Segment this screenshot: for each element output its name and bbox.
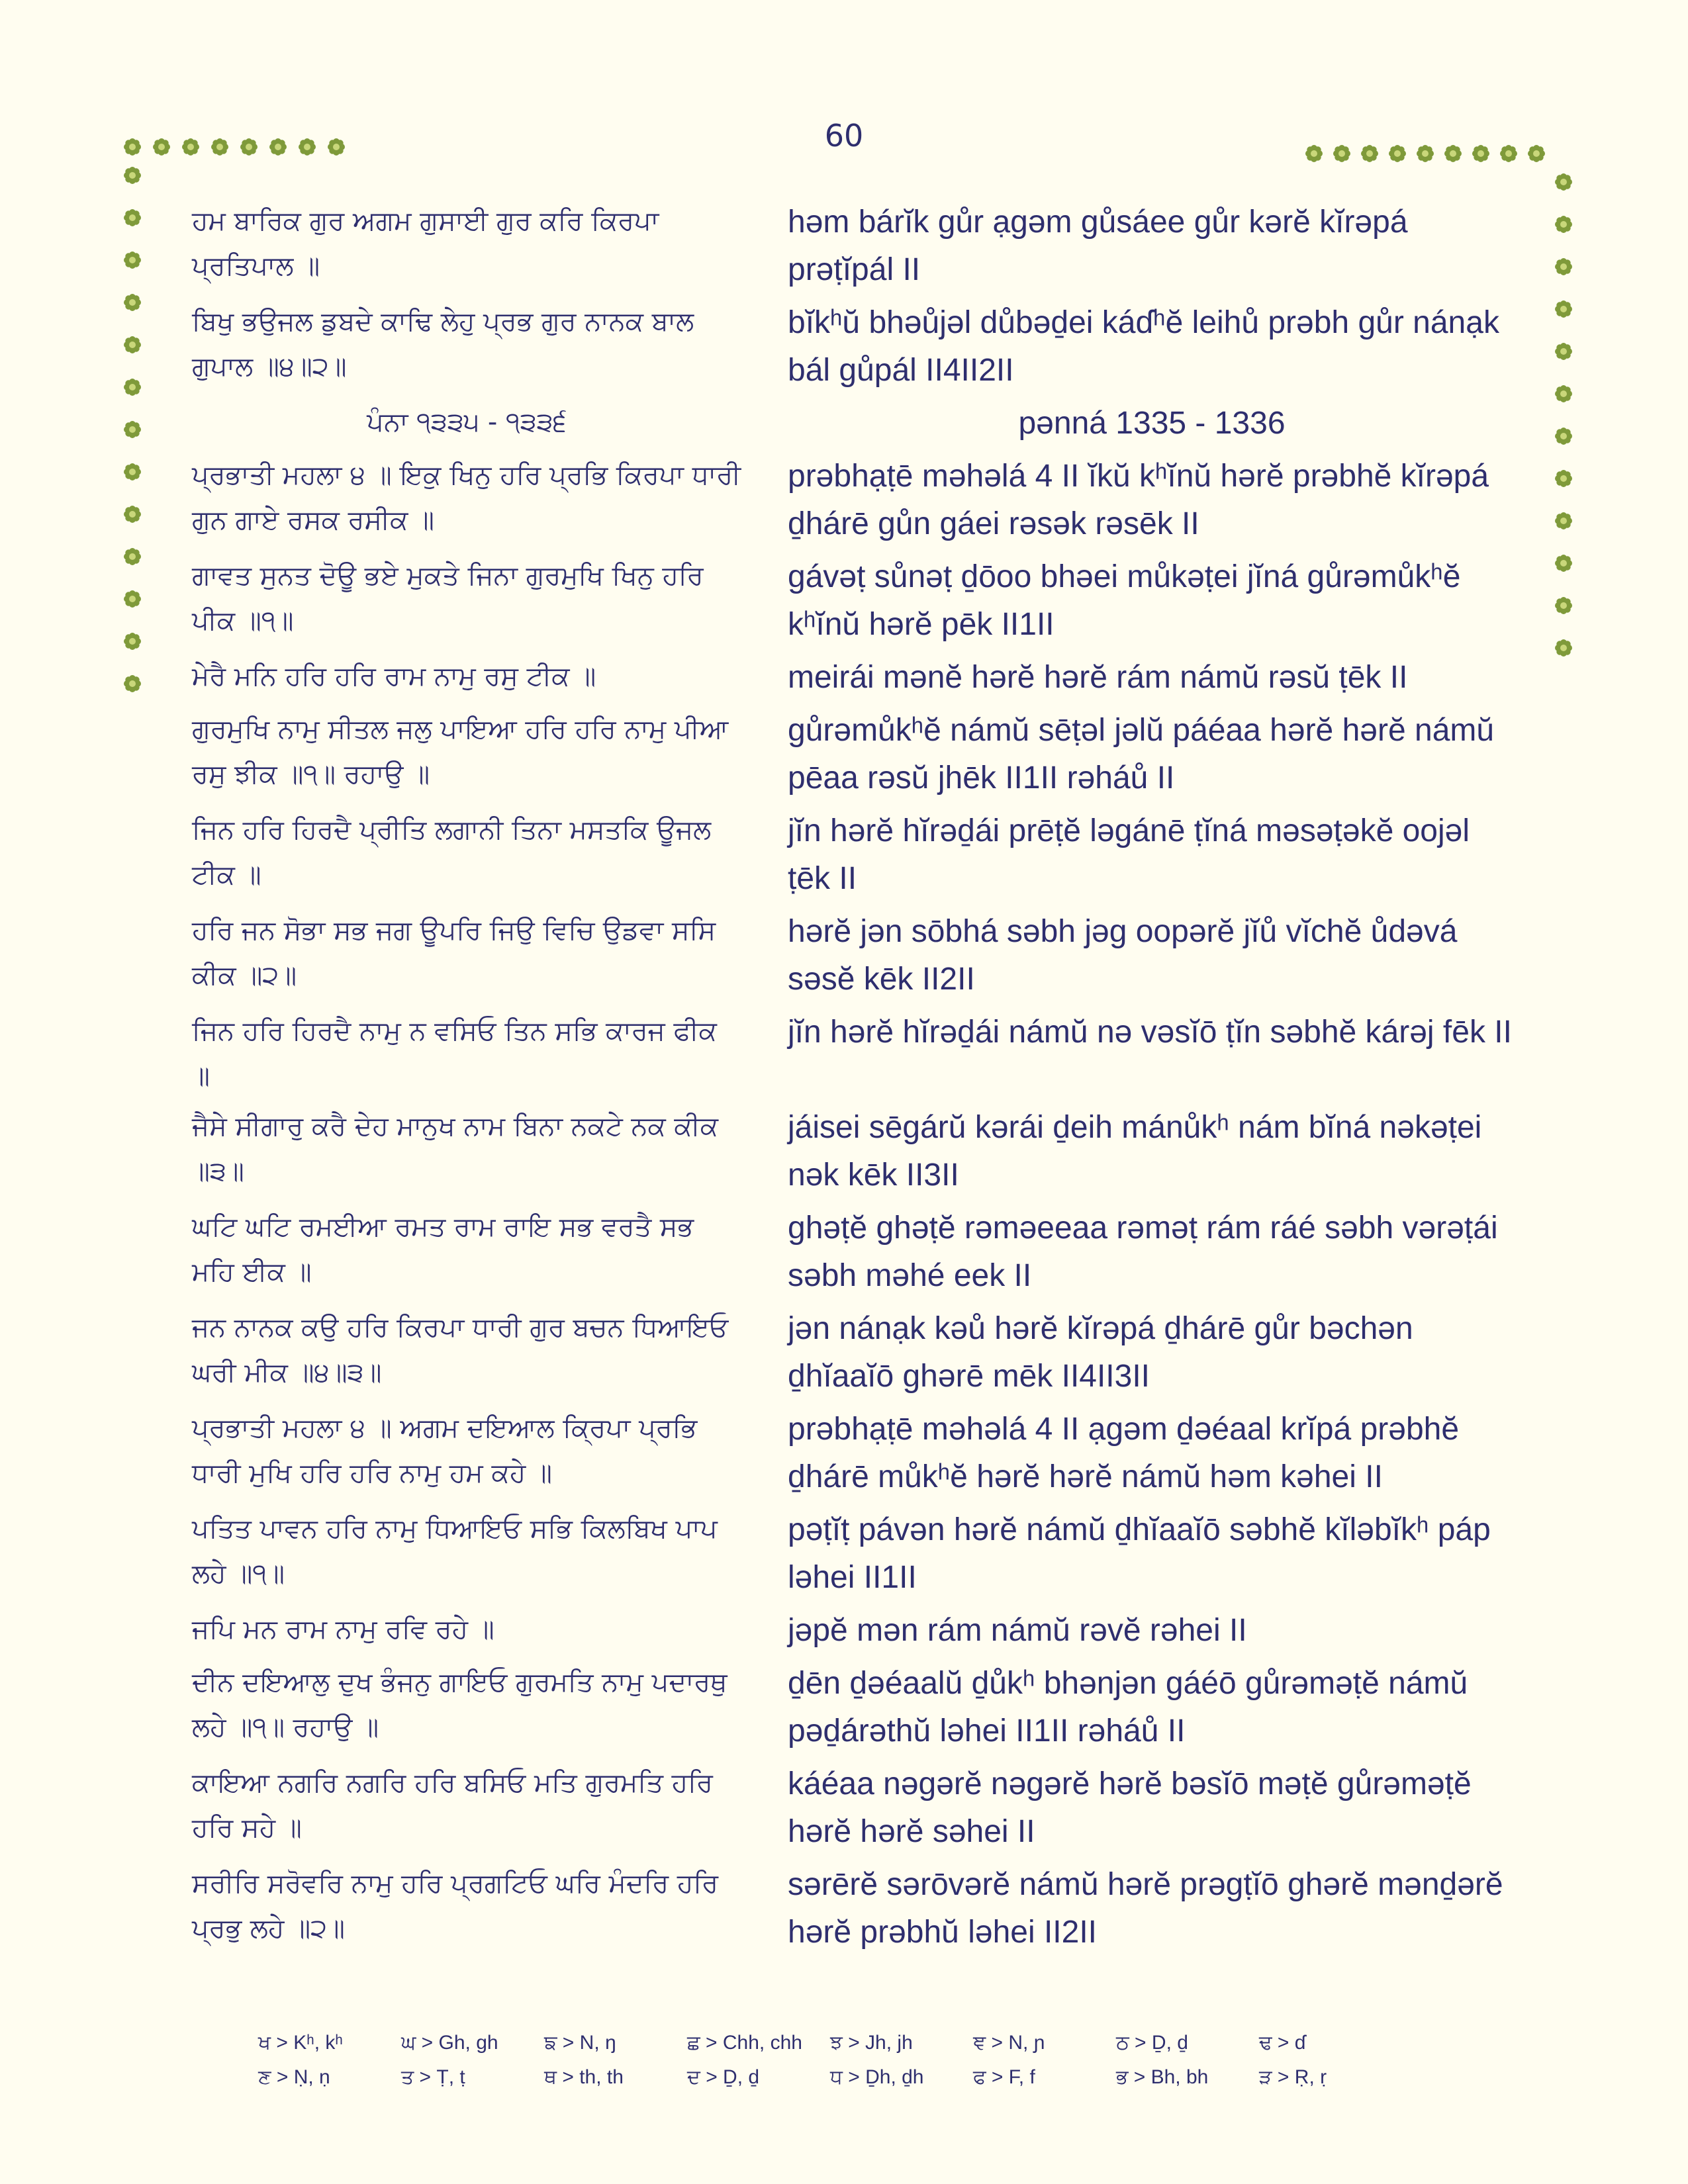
verse-transliteration: həm bárĭk gůr ạgəm gůsáee gůr kərĕ kĭrəpá prəṭĭpál II: [788, 205, 1408, 287]
flower-ornament-icon: [122, 137, 142, 157]
legend-item: ਠ > Ḏ, ḏ: [1116, 2032, 1188, 2054]
legend-item: ਢ > ɗ: [1259, 2032, 1306, 2054]
legend-item: ਧ > Ḏh, ḏh: [830, 2066, 924, 2088]
flower-ornament-icon: [1554, 341, 1573, 361]
flower-ornament-icon: [210, 137, 230, 157]
flower-ornament-icon: [297, 137, 317, 157]
transliteration-legend: [258, 2032, 1402, 2101]
flower-ornament-icon: [1554, 172, 1573, 192]
flower-ornament-icon: [1443, 144, 1463, 163]
verse-row: [192, 1406, 1516, 1501]
flower-ornament-icon: [152, 137, 171, 157]
verse-transliteration: hərĕ jən sōbhá səbh jəg oopərĕ jĭů vĭchĕ ůdəvá səsĕ kēk II2II: [788, 914, 1458, 997]
flower-ornament-icon: [122, 462, 142, 482]
verse-row: [192, 1607, 1516, 1655]
verse-gurmukhi: ਪ੍ਰਭਾਤੀ ਮਹਲਾ ੪ ॥ ਇਕੁ ਖਿਨੁ ਹਰਿ ਪ੍ਰਭਿ ਕਿਰਪਾ ਧਾਰੀ ਗੁਨ ਗਾਏ ਰਸਕ ਰਸੀਕ ॥: [192, 460, 741, 535]
legend-item: ਞ > N, ɲ: [973, 2032, 1045, 2054]
flower-ornament-icon: [1554, 511, 1573, 531]
flower-ornament-icon: [1499, 144, 1519, 163]
legend-item: ੜ > Ṛ, ṛ: [1259, 2066, 1327, 2088]
legend-item: ਙ > N, ŋ: [544, 2032, 616, 2054]
verse-gurmukhi: ਜਿਨ ਹਰਿ ਹਿਰਦੈ ਨਾਮੁ ਨ ਵਸਿਓ ਤਿਨ ਸਭਿ ਕਾਰਜ ਫੀਕ ॥: [192, 1016, 717, 1091]
flower-ornament-icon: [1554, 426, 1573, 446]
verse-transliteration: prəbhạṭē məhəlá 4 II ạgəm ḏəéaal krĭpá prəbhĕ ḏhárē můkʰĕ hərĕ hərĕ námŭ həm kəhei II: [788, 1412, 1460, 1494]
verse-row: [192, 1009, 1516, 1099]
flower-ornament-icon: [1526, 144, 1546, 163]
verse-row: [192, 1104, 1516, 1199]
verse-transliteration: pəṭĭṭ pávən hərĕ námŭ ḏhĭaaĭō səbhĕ kĭləbĭkʰ páp ləhei II1II: [788, 1512, 1491, 1595]
flower-ornament-icon: [1554, 257, 1573, 277]
verse-transliteration: jən nánạk kəů hərĕ kĭrəpá ḏhárē gůr bəchən ḏhĭaaĭō ghərē mēk II4II3II: [788, 1311, 1413, 1394]
verse-gurmukhi: ਜਨ ਨਾਨਕ ਕਉ ਹਰਿ ਕਿਰਪਾ ਧਾਰੀ ਗੁਰ ਬਚਨ ਧਿਆਇਓ ਘਰੀ ਮੀਕ ॥੪॥੩॥: [192, 1312, 729, 1388]
verse-gurmukhi: ਬਿਖੁ ਭਉਜਲ ਡੁਬਦੇ ਕਾਢਿ ਲੇਹੁ ਪ੍ਰਭ ਗੁਰ ਨਾਨਕ ਬਾਲ ਗੁਪਾਲ ॥੪॥੨॥: [192, 306, 694, 382]
flower-ornament-icon: [1554, 469, 1573, 488]
flower-ornament-icon: [122, 420, 142, 439]
legend-item: ਘ > Gh, gh: [401, 2032, 498, 2054]
verse-transliteration: jĭn hərĕ hĭrəḏái námŭ nə vəsĭō ṭĭn səbhĕ kárəj fēk II: [788, 1015, 1512, 1050]
flower-ornament-icon: [1554, 384, 1573, 404]
verse-row: [192, 553, 1516, 649]
flower-ornament-icon: [1387, 144, 1407, 163]
verse-row: [192, 1506, 1516, 1602]
verse-row: [192, 1760, 1516, 1856]
legend-item: ਥ > th, th: [544, 2066, 624, 2088]
verse-row: [192, 453, 1516, 548]
verse-gurmukhi: ਜੈਸੇ ਸੀਗਾਰੁ ਕਰੈ ਦੇਹ ਮਾਨੁਖ ਨਾਮ ਬਿਨਾ ਨਕਟੇ ਨਕ ਕੀਕ ॥੩॥: [192, 1111, 719, 1187]
verse-row: [192, 654, 1516, 702]
page-number: 60: [824, 118, 864, 154]
flower-ornament-icon: [122, 165, 142, 185]
verse-transliteration: bĭkʰŭ bhəůjəl důbəḏei káɗʰĕ leihů prəbh gůr nánạk bál gůpál II4II2II: [788, 305, 1499, 388]
verse-transliteration: jáisei sēgárŭ kərái ḏeih mánůkʰ nám bĭná nəkəṭei nək kēk II3II: [788, 1110, 1482, 1193]
flower-ornament-icon: [122, 631, 142, 651]
verse-transliteration: gůrəmůkʰĕ námŭ sēṭəl jəlŭ páéaa hərĕ hərĕ námŭ pēaa rəsŭ jhēk II1II rəháů II: [788, 713, 1495, 796]
flower-ornament-icon: [1332, 144, 1352, 163]
verse-gurmukhi: ਜਿਨ ਹਰਿ ਹਿਰਦੈ ਪ੍ਰੀਤਿ ਲਗਾਨੀ ਤਿਨਾ ਮਸਤਕਿ ਊਜਲ ਟੀਕ ॥: [192, 815, 712, 890]
verse-row: [192, 1660, 1516, 1755]
verse-transliteration: gávəṭ sůnəṭ ḏōoo bhəei můkəṭei jĭná gůrəmůkʰĕ kʰĭnŭ hərĕ pēk II1II: [788, 559, 1461, 642]
flower-ornament-icon: [1554, 596, 1573, 615]
flower-ornament-icon: [1554, 214, 1573, 234]
flower-ornament-icon: [1471, 144, 1491, 163]
flower-ornament-icon: [122, 377, 142, 397]
verse-transliteration: ḏēn ḏəéaalŭ ḏůkʰ bhənjən gáéō gůrəməṭĕ námŭ pəḏárəthŭ ləhei II1II rəháů II: [788, 1666, 1468, 1749]
flower-ornament-icon: [1415, 144, 1435, 163]
flower-ornament-icon: [122, 504, 142, 524]
flower-ornament-icon: [326, 137, 346, 157]
verse-transliteration: káéaa nəgərĕ nəgərĕ hərĕ bəsĭō məṭĕ gůrəməṭĕ hərĕ hərĕ səhei II: [788, 1766, 1472, 1849]
verse-gurmukhi: ਕਾਇਆ ਨਗਰਿ ਨਗਰਿ ਹਰਿ ਬਸਿਓ ਮਤਿ ਗੁਰਮਤਿ ਹਰਿ ਹਰਿ ਸਹੇ ॥: [192, 1768, 713, 1843]
legend-item: ਖ > Kʰ, kʰ: [258, 2032, 343, 2054]
flower-ornament-icon: [1554, 299, 1573, 319]
flower-ornament-icon: [122, 547, 142, 567]
verse-transliteration: sərērĕ sərōvərĕ námŭ hərĕ prəgṭĭō ghərĕ mənḏərĕ hərĕ prəbhŭ ləhei II2II: [788, 1867, 1503, 1950]
flower-ornament-icon: [122, 250, 142, 270]
verse-gurmukhi: ਘਟਿ ਘਟਿ ਰਮਈਆ ਰਮਤ ਰਾਮ ਰਾਇ ਸਭ ਵਰਤੈ ਸਭ ਮਹਿ ਈਕ ॥: [192, 1212, 694, 1287]
verse-row: [192, 707, 1516, 802]
verse-gurmukhi: ਗਾਵਤ ਸੁਨਤ ਦੋਊ ਭਏ ਮੁਕਤੇ ਜਿਨਾ ਗੁਰਮੁਖਿ ਖਿਨੁ ਹਰਿ ਪੀਕ ॥੧॥: [192, 561, 704, 636]
verse-row: [192, 1861, 1516, 1956]
verse-row: [192, 807, 1516, 903]
flower-ornament-icon: [1360, 144, 1380, 163]
legend-item: ਤ > Ṭ, ṭ: [401, 2066, 465, 2088]
verse-transliteration: ghəṭĕ ghəṭĕ rəməeeaa rəməṭ rám ráé səbh vərəṭái səbh məhé eek II: [788, 1210, 1498, 1293]
flower-ornament-icon: [239, 137, 259, 157]
verse-gurmukhi: ਸਰੀਰਿ ਸਰੋਵਰਿ ਨਾਮੁ ਹਰਿ ਪ੍ਰਗਟਿਓ ਘਰਿ ਮੰਦਰਿ ਹਰਿ ਪ੍ਰਭੁ ਲਹੇ ॥੨॥: [192, 1868, 719, 1944]
verse-gurmukhi: ਗੁਰਮੁਖਿ ਨਾਮੁ ਸੀਤਲ ਜਲੁ ਪਾਇਆ ਹਰਿ ਹਰਿ ਨਾਮੁ ਪੀਆ ਰਸੁ ਝੀਕ ॥੧॥ ਰਹਾਉ ॥: [192, 714, 729, 790]
verses-container: [192, 199, 1516, 1962]
legend-row: [258, 2032, 1402, 2054]
flower-ornament-icon: [122, 335, 142, 355]
page-range-row: [192, 400, 1516, 447]
legend-item: ਛ > Chh, chh: [687, 2032, 802, 2054]
page-range-gurmukhi: ਪੰਨਾ ੧੩੩੫ - ੧੩੩੬: [367, 407, 567, 437]
verse-gurmukhi: ਜਪਿ ਮਨ ਰਾਮ ਨਾਮੁ ਰਵਿ ਰਹੇ ॥: [192, 1614, 494, 1645]
flower-ornament-icon: [122, 208, 142, 228]
flower-ornament-icon: [1554, 638, 1573, 658]
legend-item: ਦ > Ḏ, ḏ: [687, 2066, 760, 2088]
verse-transliteration: prəbhạṭē məhəlá 4 II ĭkŭ kʰĭnŭ hərĕ prəbhĕ kĭrəpá ḏhárē gůn gáei rəsək rəsēk II: [788, 459, 1489, 541]
verse-transliteration: jĭn hərĕ hĭrəḏái prēṭĕ ləgánē ṭĭná məsəṭəkĕ oojəl ṭēk II: [788, 813, 1470, 896]
flower-ornament-icon: [122, 674, 142, 694]
flower-ornament-icon: [122, 589, 142, 609]
verse-transliteration: meirái mənĕ hərĕ hərĕ rám námŭ rəsŭ ṭēk II: [788, 660, 1408, 695]
flower-ornament-icon: [268, 137, 288, 157]
flower-ornament-icon: [1554, 553, 1573, 573]
verse-row: [192, 908, 1516, 1003]
verse-gurmukhi: ਪਤਿਤ ਪਾਵਨ ਹਰਿ ਨਾਮੁ ਧਿਆਇਓ ਸਭਿ ਕਿਲਬਿਖ ਪਾਪ ਲਹੇ ॥੧॥: [192, 1514, 718, 1589]
legend-row: [258, 2066, 1402, 2089]
verse-row: [192, 199, 1516, 294]
legend-item: ਫ > F, f: [973, 2066, 1035, 2088]
verse-gurmukhi: ਮੇਰੈ ਮਨਿ ਹਰਿ ਹਰਿ ਰਾਮ ਨਾਮੁ ਰਸੁ ਟੀਕ ॥: [192, 661, 596, 692]
verse-row: [192, 299, 1516, 394]
legend-item: ਝ > Jh, jh: [830, 2032, 913, 2054]
flower-ornament-icon: [122, 293, 142, 312]
verse-row: [192, 1205, 1516, 1300]
legend-item: ਣ > Ṇ, ṇ: [258, 2066, 330, 2088]
legend-item: ਭ > Bh, bh: [1116, 2066, 1209, 2088]
verse-transliteration: jəpĕ mən rám námŭ rəvĕ rəhei II: [788, 1613, 1247, 1648]
verse-gurmukhi: ਪ੍ਰਭਾਤੀ ਮਹਲਾ ੪ ॥ ਅਗਮ ਦਇਆਲ ਕ੍ਰਿਪਾ ਪ੍ਰਭਿ ਧਾਰੀ ਮੁਖਿ ਹਰਿ ਹਰਿ ਨਾਮੁ ਹਮ ਕਹੇ ॥: [192, 1413, 698, 1488]
flower-ornament-icon: [1304, 144, 1324, 163]
verse-gurmukhi: ਹਮ ਬਾਰਿਕ ਗੁਰ ਅਗਮ ਗੁਸਾਈ ਗੁਰ ਕਰਿ ਕਿਰਪਾ ਪ੍ਰਤਿਪਾਲ ॥: [192, 206, 659, 281]
page-range-transliteration: pənná 1335 - 1336: [1018, 406, 1286, 441]
verse-gurmukhi: ਦੀਨ ਦਇਆਲੁ ਦੁਖ ਭੰਜਨੁ ਗਾਇਓ ਗੁਰਮਤਿ ਨਾਮੁ ਪਦਾਰਥੁ ਲਹੇ ॥੧॥ ਰਹਾਉ ॥: [192, 1667, 727, 1743]
verse-gurmukhi: ਹਰਿ ਜਨ ਸੋਭਾ ਸਭ ਜਗ ਊਪਰਿ ਜਿਉ ਵਿਚਿ ਉਡਵਾ ਸਸਿ ਕੀਕ ॥੨॥: [192, 915, 716, 991]
flower-ornament-icon: [181, 137, 201, 157]
verse-row: [192, 1305, 1516, 1400]
